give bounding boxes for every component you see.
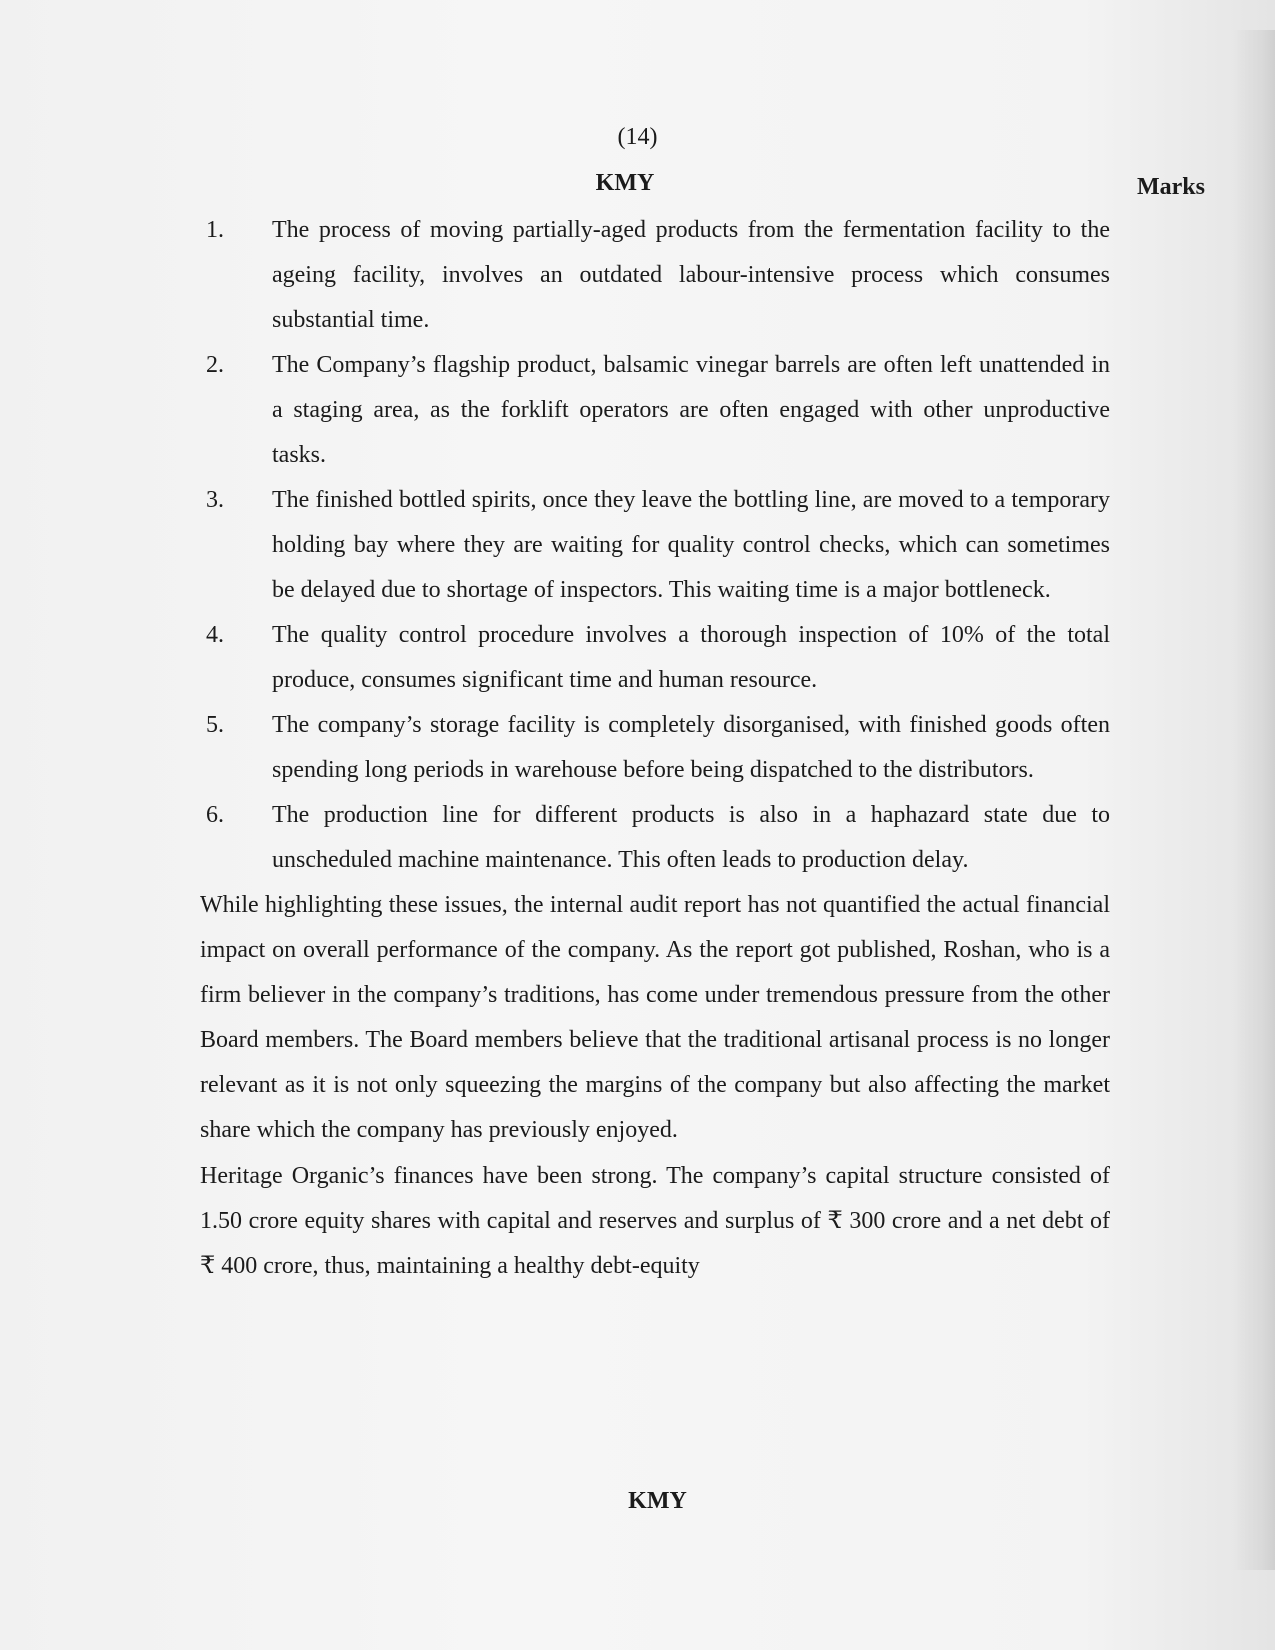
- list-item: [200, 343, 1110, 478]
- body-paragraph: While highlighting these issues, the internal audit report has not quantified the actual financial impact on overall performance of the company. As the report got published, Roshan, who is a firm believer in the company’s traditions, has come under tremendous pressure from the other Board members. The Board members believe that the traditional artisanal process is no longer relevant as it is not only squeezing the margins of the company but also affecting the market share which the company has previously enjoyed.: [200, 892, 1110, 1143]
- main-content: [200, 208, 1110, 1290]
- list-item-text: The quality control procedure involves a thorough inspection of 10% of the total produce, consumes significant time and human resource.: [272, 622, 1110, 693]
- page-edge-shadow: [1233, 30, 1275, 1570]
- list-item-number: 4.: [206, 622, 224, 648]
- list-item-number: 3.: [206, 487, 224, 513]
- list-item: [200, 703, 1110, 793]
- body-paragraph: Heritage Organic’s finances have been strong. The company’s capital structure consisted of 1.50 crore equity shares with capital and reserves and surplus of ₹ 300 crore and a net debt of ₹ 400 crore, thus, maintaining a healthy debt-equity: [200, 1163, 1110, 1279]
- list-item: [200, 613, 1110, 703]
- list-item-text: The Company’s flagship product, balsamic vinegar barrels are often left unattended in a staging area, as the forklift operators are often engaged with other unproductive tasks.: [272, 352, 1110, 468]
- list-item-text: The production line for different products is also in a haphazard state due to unscheduled machine maintenance. This often leads to production delay.: [272, 802, 1110, 873]
- list-item-text: The company’s storage facility is completely disorganised, with finished goods often spending long periods in warehouse before being dispatched to the distributors.: [272, 712, 1110, 783]
- list-item-number: 1.: [206, 217, 224, 243]
- list-item-number: 6.: [206, 802, 224, 828]
- list-item: [200, 208, 1110, 343]
- list-item: [200, 478, 1110, 613]
- list-item-number: 2.: [206, 352, 224, 378]
- marks-column-label: Marks: [1137, 174, 1205, 200]
- list-item-number: 5.: [206, 712, 224, 738]
- list-item-text: The process of moving partially-aged products from the fermentation facility to the ageing facility, involves an outdated labour-intensive process which consumes substantial time.: [272, 217, 1110, 333]
- list-item: [200, 793, 1110, 883]
- page-number: (14): [617, 124, 658, 150]
- footer-code: KMY: [628, 1488, 687, 1514]
- list-item-text: The finished bottled spirits, once they leave the bottling line, are moved to a temporary holding bay where they are waiting for quality control checks, which can sometimes be delayed due to shortage of inspectors. This waiting time is a major bottleneck.: [272, 487, 1110, 603]
- header-code: KMY: [595, 170, 655, 196]
